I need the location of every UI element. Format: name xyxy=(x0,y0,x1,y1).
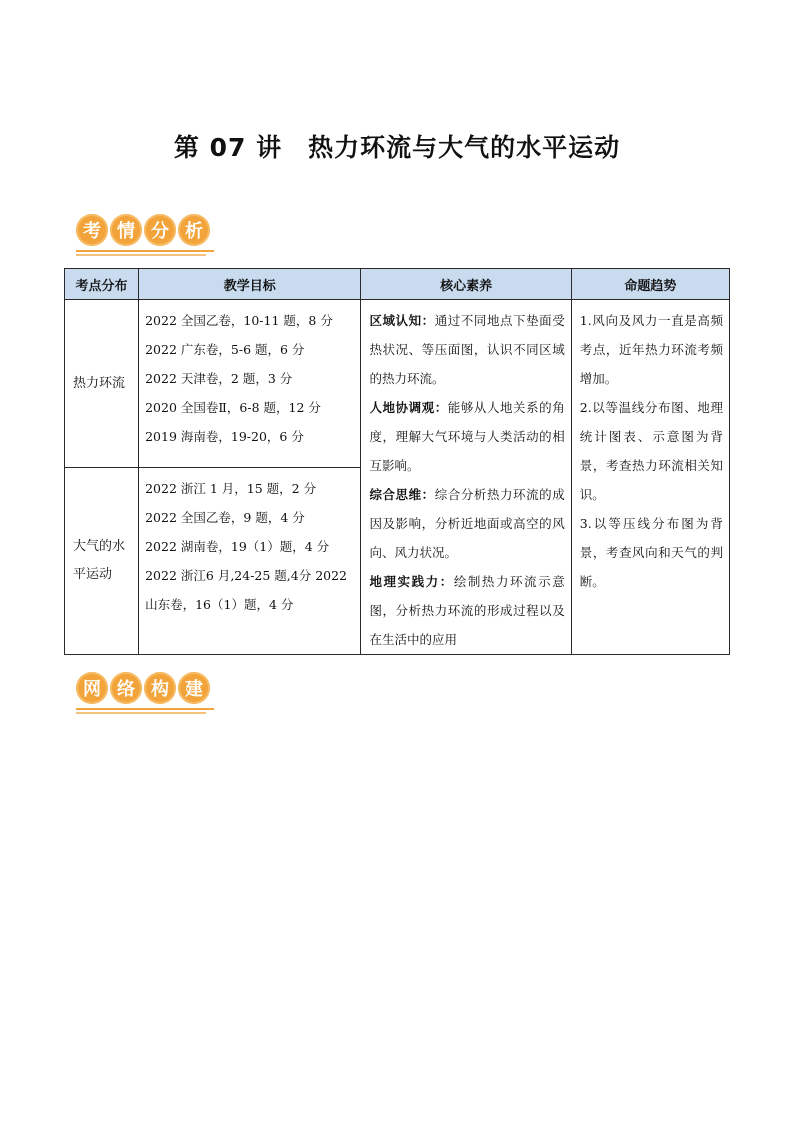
core-label: 区域认知： xyxy=(369,313,435,328)
goal-item: 2022 浙江6 月,24-25 题,4分 2022 xyxy=(145,568,348,584)
core-literacy-cell xyxy=(361,300,571,655)
goal-item: 2019 海南卷，19-20，6 分 xyxy=(145,429,304,444)
topic-cell: 热力环流 xyxy=(65,300,139,468)
core-item xyxy=(369,393,564,480)
section-badge-knowledge-network xyxy=(76,672,214,712)
core-label: 地理实践力： xyxy=(369,574,454,589)
table-row xyxy=(65,300,730,468)
badge-underline xyxy=(76,708,214,714)
trend-item: 1.风向及风力一直是高频考点，近年热力环流考频增加。 xyxy=(579,313,723,386)
section-badge-exam-analysis xyxy=(76,214,214,254)
goal-item: 2022 天津卷，2 题，3 分 xyxy=(145,371,293,386)
badge-char: 分 xyxy=(144,214,176,246)
trend-cell xyxy=(571,300,729,655)
exam-plan-table xyxy=(64,268,730,655)
goal-item: 山东卷，16（1）题，4 分 xyxy=(145,597,294,613)
goal-item: 2022 浙江 1 月，15 题，2 分 xyxy=(145,481,317,497)
column-header: 教学目标 xyxy=(139,269,361,300)
goal-item: 2022 全国乙卷，10-11 题，8 分 xyxy=(145,313,333,328)
goal-item: 2022 广东卷，5-6 题，6 分 xyxy=(145,342,305,357)
goals-cell xyxy=(139,300,361,468)
core-item xyxy=(369,567,564,654)
trend-item: 2.以等温线分布图、地理统计图表、示意图为背景，考查热力环流相关知识。 xyxy=(579,400,723,502)
badge-char: 建 xyxy=(178,672,210,704)
goals-cell xyxy=(139,468,361,655)
core-text: 综合分析热力环流的成因及影响，分析近地面或高空的风向、风力状况。 xyxy=(369,487,565,560)
column-header: 考点分布 xyxy=(65,269,139,300)
badge-char: 析 xyxy=(178,214,210,246)
badge-char: 构 xyxy=(144,672,176,704)
core-text: 能够从人地关系的角度，理解大气环境与人类活动的相互影响。 xyxy=(369,400,565,473)
badge-char: 考 xyxy=(76,214,108,246)
goal-item: 2022 全国乙卷，9 题，4 分 xyxy=(145,510,305,526)
badge-underline xyxy=(76,250,214,256)
table-header-row xyxy=(65,269,730,300)
core-text: 通过不同地点下垫面受热状况、等压面图，认识不同区域的热力环流。 xyxy=(369,313,565,386)
core-label: 人地协调观： xyxy=(369,400,448,415)
badge-char: 络 xyxy=(110,672,142,704)
core-item xyxy=(369,306,564,393)
column-header: 核心素养 xyxy=(361,269,571,300)
column-header: 命题趋势 xyxy=(571,269,729,300)
page-title: 第 07 讲 热力环流与大气的水平运动 xyxy=(173,133,621,162)
topic-cell: 大气的水平运动 xyxy=(65,468,139,655)
core-item xyxy=(369,480,564,567)
badge-char: 网 xyxy=(76,672,108,704)
core-label: 综合思维： xyxy=(369,487,435,502)
badge-char: 情 xyxy=(110,214,142,246)
goal-item: 2020 全国卷Ⅱ，6-8 题，12 分 xyxy=(145,400,321,415)
core-text: 绘制热力环流示意图，分析热力环流的形成过程以及在生活中的应用 xyxy=(369,574,565,647)
trend-item: 3.以等压线分布图为背景，考查风向和天气的判断。 xyxy=(579,516,723,589)
goal-item: 2022 湖南卷，19（1）题，4 分 xyxy=(145,539,330,555)
